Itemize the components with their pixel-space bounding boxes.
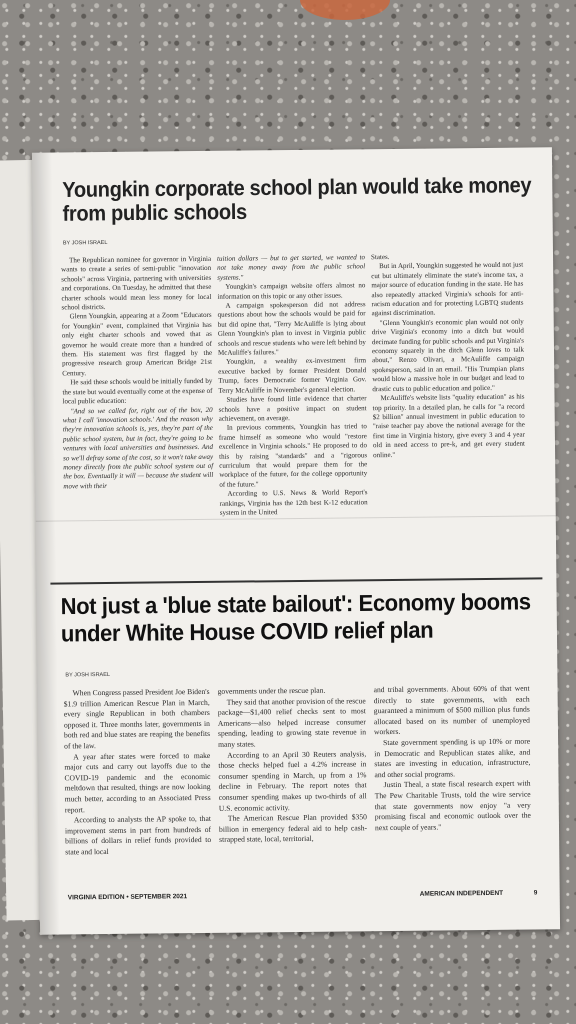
paragraph: But in April, Youngkin suggested he would not just cut but ultimately eliminate the state's income tax, a major source of education funding in the state. He has also repeatedly attacked Virginia's schools for anti-racism education and for protecting LGBTQ students against discrimination. [371, 261, 524, 318]
article1-column-2 [217, 253, 368, 518]
article2-column-3 [374, 684, 532, 834]
paragraph: Youngkin, a wealthy ex-investment firm executive backed by former President Donald Trump, faces Democratic former Virginia Gov. Terry McAuliffe in November's general election. [218, 356, 367, 395]
article2-headline: Not just a 'blue state bailout': Economy booms under White House COVID relief plan [60, 588, 531, 647]
quote-paragraph: tuition dollars — but to get started, we wanted to not take money away from the public school systems." [216, 253, 366, 282]
paragraph: Glenn Youngkin, appearing at a Zoom "Educators for Youngkin" event, complained that Virginia has only eight charter schools and vowed that as governor he would create more than a hundred of them. His statement was first flagged by the progressive research group American Bridge 21st Century. [61, 311, 213, 378]
paragraph: In previous comments, Youngkin has tried to frame himself as someone who would "restore excellence in Virginia schools." He proposed to do this by raising "standards" and a "rigorous curriculum that would prepare them for the workplace of the future, for the college opportunity of the future." [218, 422, 368, 489]
article2-column-1 [64, 687, 212, 858]
footer-publication: AMERICAN INDEPENDENT [419, 889, 504, 898]
orange-object [300, 0, 390, 20]
article1-byline: BY JOSH ISRAEL [62, 239, 108, 247]
paragraph: According to an April 30 Reuters analysis, those checks helped fuel a 4.2% increase in consumer spending in March, up from a 1% decline in February. The report notes that consumer spending makes up two-thirds of all U.S. economic activity. [218, 748, 367, 813]
paragraph: Youngkin's campaign website offers almost no information on this topic or any other issues. [217, 281, 366, 301]
article2-byline: BY JOSH ISRAEL [65, 671, 110, 679]
paragraph: According to U.S. News & World Report's rankings, Virginia has the 12th best K-12 education system in the United [219, 488, 368, 517]
paragraph: and tribal governments. About 60% of that went directly to state governments, with each guaranteed a minimum of $500 million plus funds allocated based on its number of unemployed workers. [373, 683, 530, 737]
paragraph: When Congress passed President Joe Biden's $1.9 trillion American Rescue Plan in March, every single Republican in both chambers opposed it. Three months later, governments in both red and blue states are reaping the benefits of the law. [63, 686, 211, 751]
footer-edition: VIRGINIA EDITION • SEPTEMBER 2021 [67, 893, 188, 902]
paragraph: Studies have found little evidence that charter schools have a positive impact on student achievement, on average. [218, 394, 367, 423]
paragraph: He said these schools would be initially funded by the state but would eventually come at the expense of local public education: [62, 377, 213, 406]
paragraph: State government spending is up 10% or more in Democratic and Republican states alike, and states are investing in education, infrastructure, and other social programs. [374, 736, 531, 779]
newspaper-page [32, 147, 560, 934]
paragraph: According to analysts the AP spoke to, that improvement stems in part from hundreds of billions of dollars in relief funds provided to state and local [64, 814, 212, 857]
paragraph: Justin Theal, a state fiscal research expert with The Pew Charitable Trusts, told the wire service that state governments now enjoy "a very promising fiscal and economic outlook over the next couple of years." [374, 778, 531, 832]
paragraph: They said that another provision of the rescue package—$1,400 relief checks sent to most Americans—also helped increase consumer spending, leading to growing state revenue in many states. [217, 695, 367, 749]
paragraph: McAuliffe's website lists "quality education" as his top priority. In a detailed plan, he calls for "a record $2 billion" annual investment in public education to "raise teacher pay above the national average for the first time in Virginia history, give every 3 and 4 year old in need access to pre-k, and get every student online." [372, 392, 526, 459]
article1-headline: Youngkin corporate school plan would take money from public schools [62, 173, 532, 227]
paragraph: States. [370, 253, 390, 262]
article1-column-1 [61, 255, 213, 492]
article1-column-3 [371, 252, 525, 461]
paragraph: governments under the rescue plan. [217, 685, 326, 696]
paragraph: "Glenn Youngkin's economic plan would not only drive Virginia's economy into a ditch but would decimate funding for public schools and put Virginia's economy squarely in the ditch Glenn loves to talk about," Renzo Olivari, a McAuliffe campaign spokesperson, said in an email. "His Trumpian plans would blow a massive hole in our budget and lead to drastic cuts to public education and police." [371, 317, 525, 393]
quote-paragraph: "And so we called for, right out of the box, 20 what I call 'innovation schools.' And the reason why they're innovation schools is, yes, they're part of the public school system, but in fact, they're going to be ventures with local universities and businesses. And so we'll defray some of the cost, so it won't take away money directly from the public school system out of the box. Eventually it will — because the student will move with their [62, 405, 214, 491]
paragraph: A year after states were forced to make major cuts and carry out layoffs due to the COVID-19 pandemic and the economic meltdown that resulted, things are now looking much better, according to an Associated Press report. [64, 750, 211, 814]
paragraph: The Republican nominee for governor in Virginia wants to create a series of semi-public "innovation schools" across Virginia, partnering with universities and corporations. On Tuesday, he admitted that these charter schools would mean less money for local school districts. [61, 254, 212, 312]
article2-column-2 [218, 685, 368, 845]
paragraph: The American Rescue Plan provided $350 billion in emergency federal aid to help cash-strapped state, local, territorial, [218, 812, 368, 845]
page-number: 9 [533, 889, 538, 897]
section-divider [50, 577, 542, 584]
paragraph: A campaign spokesperson did not address questions about how the schools would be paid for but did opine that, "Terry McAuliffe is lying about Glenn Youngkin's plan to invest in Virginia public schools and rescue students who were left behind by McAuliffe's failures." [217, 300, 366, 357]
